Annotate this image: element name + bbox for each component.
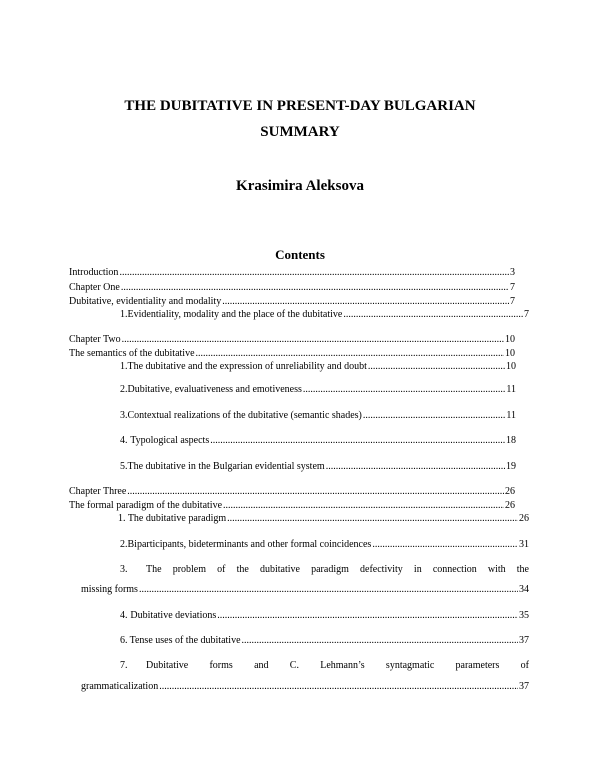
toc-entry-chapter-two-title[interactable] [69,348,515,360]
toc-leader-dots [363,410,505,422]
toc-section-number: 7. [120,660,128,671]
toc-page-number: 37 [519,681,529,692]
toc-entry-text: grammaticalization [81,681,159,692]
toc-entry-text: Introduction [69,267,119,278]
toc-entry-text: Chapter One [69,282,120,293]
toc-entry-text: The problem of the dubitative paradigm defectivity in connection with the [146,564,529,575]
toc-entry-ch1-section-1[interactable] [120,309,529,321]
toc-page-number: 31 [519,539,529,550]
toc-section-number: 4. [120,610,128,621]
toc-section-number: 1. [120,309,128,320]
toc-entry-text: Dubitative forms and C. Lehmann’s syntagmatic parameters of [146,660,529,671]
toc-page-number: 26 [519,513,529,524]
toc-leader-dots [303,384,505,396]
toc-entry-text: missing forms [81,584,138,595]
toc-entry-ch2-section-1[interactable] [120,361,516,373]
toc-leader-dots [372,539,518,551]
toc-entry-introduction[interactable] [69,267,515,279]
toc-entry-ch2-section-4[interactable] [120,435,516,447]
toc-entry-ch3-section-1[interactable] [118,513,529,525]
toc-entry-chapter-one[interactable] [69,282,515,294]
toc-leader-dots [242,635,518,647]
toc-page-number: 26 [505,500,515,511]
toc-entry-ch3-section-7-line1[interactable] [120,660,529,672]
toc-section-number: 6. [120,635,128,646]
toc-section-number: 2. [120,384,128,395]
document-subtitle: SUMMARY [260,124,340,140]
toc-leader-dots [217,610,518,622]
toc-page-number: 34 [519,584,529,595]
toc-entry-text: Chapter Two [69,334,121,345]
toc-page-number: 18 [506,435,516,446]
toc-page-number: 7 [510,282,515,293]
toc-entry-text: Dubitative, evidentiality and modality [69,296,222,307]
toc-leader-dots [222,296,509,308]
author-name: Krasimira Aleksova [236,178,364,194]
toc-section-number: 3. [120,564,128,575]
toc-entry-text: The dubitative in the Bulgarian evidential system [127,461,325,472]
toc-page-number: 10 [505,348,515,359]
toc-page-number: 11 [506,410,516,421]
toc-page-number: 7 [510,296,515,307]
toc-entry-text: Dubitative deviations [130,610,217,621]
toc-entry-chapter-one-title[interactable] [69,296,515,308]
toc-entry-ch3-section-3-line1[interactable] [120,564,529,576]
toc-section-number: 5. [120,461,128,472]
toc-leader-dots [343,309,523,321]
toc-entry-ch3-section-2[interactable] [120,539,529,551]
toc-page-number: 10 [505,334,515,345]
toc-leader-dots [368,361,505,373]
toc-entry-text: The semantics of the dubitative [69,348,195,359]
toc-section-number: 1. [120,361,128,372]
toc-leader-dots [121,282,509,294]
toc-page-number: 3 [510,267,515,278]
toc-page-number: 10 [506,361,516,372]
toc-section-number: 2. [120,539,128,550]
toc-page-number: 26 [505,486,515,497]
contents-heading: Contents [275,247,325,262]
toc-entry-ch2-section-5[interactable] [120,461,516,473]
toc-section-number: 3. [120,410,128,421]
toc-leader-dots [326,461,505,473]
toc-entry-ch3-section-4[interactable] [120,610,529,622]
toc-entry-ch3-section-7-line2[interactable] [81,681,529,693]
document-title: THE DUBITATIVE IN PRESENT-DAY BULGARIAN [124,98,476,114]
toc-leader-dots [127,486,504,498]
toc-page-number: 7 [524,309,529,320]
toc-entry-ch3-section-3-line2[interactable] [81,584,529,596]
toc-entry-text: Dubitative, evaluativeness and emotiveness [127,384,302,395]
toc-entry-text: Tense uses of the dubitative [129,635,241,646]
toc-entry-text: 1. The dubitative paradigm [118,513,227,524]
toc-entry-ch2-section-3[interactable] [120,410,516,422]
toc-leader-dots [159,681,518,693]
toc-page-number: 11 [506,384,516,395]
toc-leader-dots [139,584,518,596]
toc-leader-dots [119,267,509,279]
toc-entry-chapter-two[interactable] [69,334,515,346]
toc-page-number: 35 [519,610,529,621]
toc-leader-dots [196,348,504,360]
toc-leader-dots [122,334,504,346]
toc-leader-dots [227,513,518,525]
toc-entry-text: The dubitative and the expression of unreliability and doubt [127,361,367,372]
toc-page-number: 37 [519,635,529,646]
toc-entry-chapter-three-title[interactable] [69,500,515,512]
toc-entry-text: Typological aspects [130,435,210,446]
toc-section-number: 4. [120,435,128,446]
toc-entry-text: Chapter Three [69,486,127,497]
toc-entry-text: Biparticipants, bideterminants and other formal coincidences [127,539,372,550]
toc-entry-chapter-three[interactable] [69,486,515,498]
toc-entry-text: Evidentiality, modality and the place of the dubitative [127,309,343,320]
toc-entry-ch3-section-6[interactable] [120,635,529,647]
toc-leader-dots [223,500,504,512]
toc-entry-ch2-section-2[interactable] [120,384,516,396]
toc-entry-text: Contextual realizations of the dubitative (semantic shades) [127,410,362,421]
toc-leader-dots [210,435,505,447]
toc-page-number: 19 [506,461,516,472]
toc-entry-text: The formal paradigm of the dubitative [69,500,223,511]
